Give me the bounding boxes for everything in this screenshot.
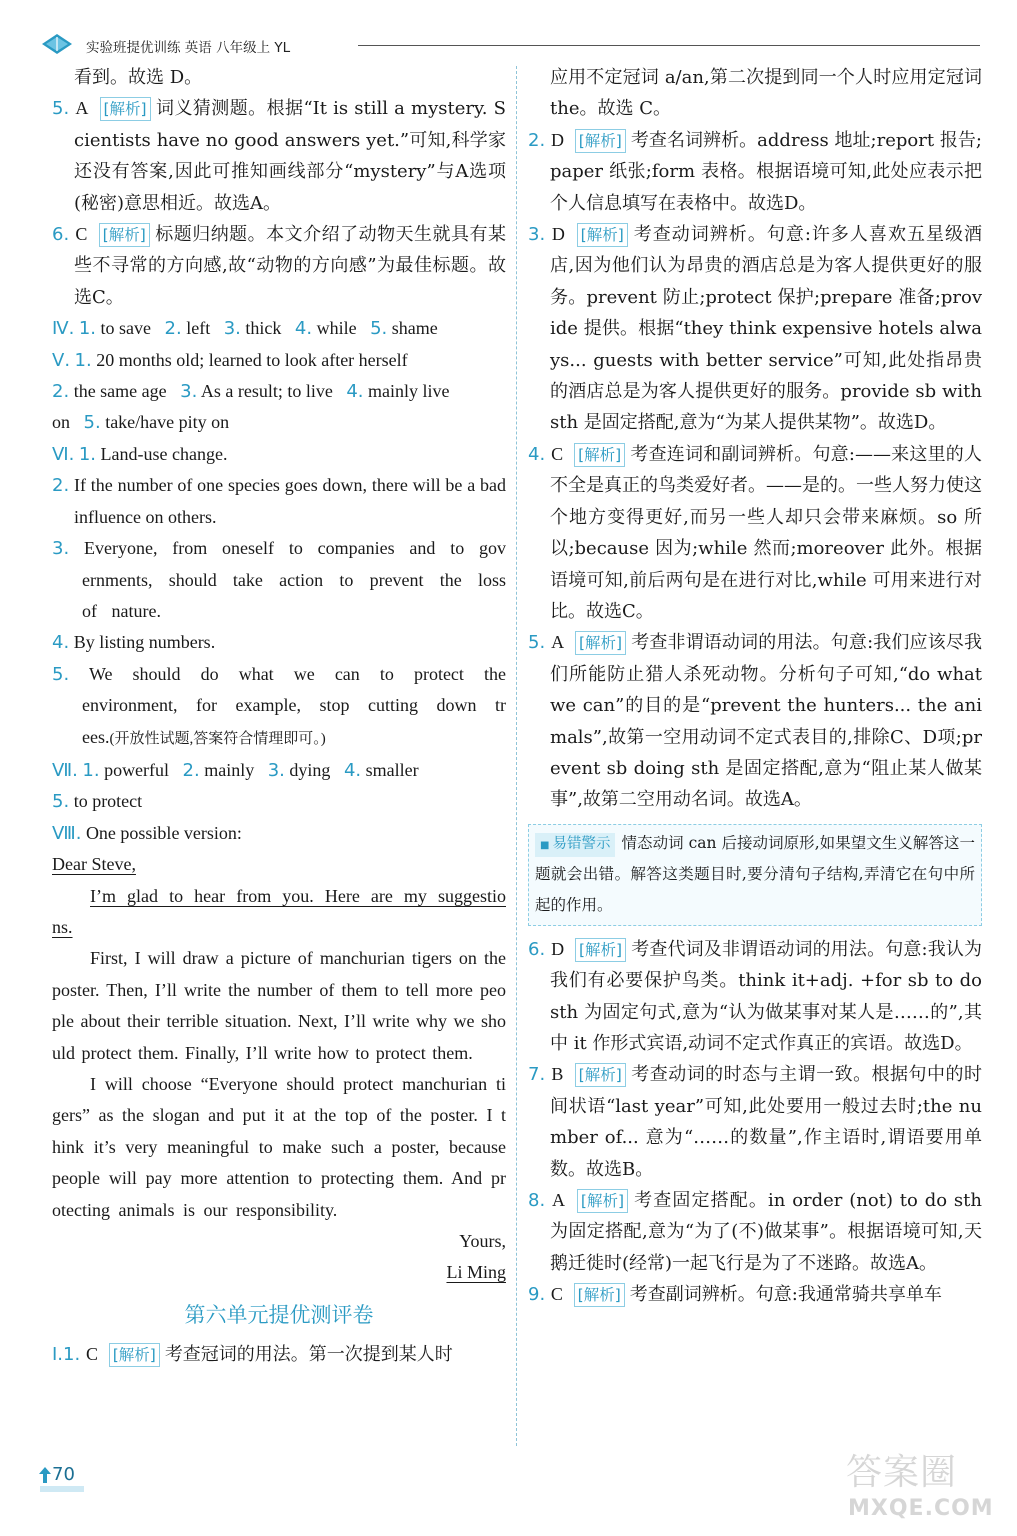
item-number: 5. bbox=[370, 318, 388, 340]
section-vii bbox=[52, 755, 506, 786]
item-answer: We should do what we can to protect the environment, for example, stop cutting down trees. bbox=[82, 663, 506, 747]
item-answer: If the number of one species goes down, there will be a bad influence on others. bbox=[74, 475, 506, 527]
analysis-tag: [解析] bbox=[575, 938, 626, 962]
section-viii bbox=[52, 818, 506, 849]
answer-6 bbox=[528, 934, 982, 1060]
item-answer: shame bbox=[391, 318, 438, 339]
answer-number: 5. bbox=[528, 632, 546, 654]
item-answer: Everyone, from oneself to companies and to governments, should take action to prevent the loss of nature. bbox=[82, 538, 507, 621]
item-answer: powerful bbox=[104, 759, 170, 780]
analysis-tag: [解析] bbox=[99, 223, 150, 247]
book-logo-icon bbox=[40, 30, 74, 56]
answer-choice: C bbox=[75, 224, 88, 245]
answer-number: 7. bbox=[528, 1064, 546, 1086]
item-number: 5. bbox=[52, 791, 70, 813]
section-numeral: Ⅳ. bbox=[52, 318, 75, 340]
answer-6 bbox=[52, 219, 506, 313]
item-number: 1. bbox=[78, 443, 97, 465]
item-number: 2. bbox=[52, 381, 70, 403]
page-number bbox=[38, 1462, 84, 1490]
page-number-underline bbox=[40, 1486, 84, 1492]
section-v bbox=[52, 345, 506, 376]
answer-5 bbox=[52, 93, 506, 219]
letter-closing: Yours, bbox=[459, 1231, 506, 1252]
item-answer: As a result; to live bbox=[200, 381, 333, 402]
item-number: 2. bbox=[52, 475, 70, 497]
answer-choice: D bbox=[551, 938, 565, 959]
item-answer: thick bbox=[245, 318, 282, 339]
paragraph-text: I’m glad to hear from you. Here are my suggestions. bbox=[52, 885, 506, 937]
answer-number: 1. bbox=[63, 1343, 81, 1365]
answer-choice: D bbox=[551, 224, 565, 245]
signature-text: Li Ming bbox=[446, 1262, 506, 1283]
item-number: 1. bbox=[74, 349, 92, 371]
item-number: 4. bbox=[346, 381, 364, 403]
item-answer: dying bbox=[289, 759, 331, 780]
item-number: 3. bbox=[267, 759, 285, 781]
answer-choice: C bbox=[551, 443, 564, 464]
analysis-text: 考查固定搭配。in order (not) to do sth 为固定搭配,意为“为了(不)做某事”。根据语境可知,天鹅迁徙时(经常)一起飞行是为了不迷路。故选A。 bbox=[550, 1190, 982, 1274]
page-number-text: 70 bbox=[52, 1464, 75, 1485]
item-number: 4. bbox=[343, 759, 362, 781]
continued-text: 应用不定冠词 a/an,第二次提到同一个人时应用定冠词 the。故选 C。 bbox=[550, 67, 982, 120]
analysis-tag: [解析] bbox=[109, 1343, 160, 1367]
item-number: 4. bbox=[52, 632, 70, 654]
section-iv bbox=[52, 313, 506, 344]
analysis-tag: [解析] bbox=[574, 443, 625, 467]
answer-5 bbox=[528, 627, 982, 815]
item-number: 3. bbox=[223, 318, 241, 340]
answer-3 bbox=[528, 219, 982, 439]
answer-i-1 bbox=[52, 1339, 506, 1370]
section-numeral: Ⅷ. bbox=[52, 822, 82, 844]
unit-test-title: 第六单元提优测评卷 bbox=[184, 1302, 374, 1327]
answer-2 bbox=[528, 125, 982, 219]
answer-choice: C bbox=[85, 1343, 98, 1364]
answer-number: 5. bbox=[52, 98, 70, 120]
analysis-tag: [解析] bbox=[574, 1283, 625, 1307]
answer-number: 8. bbox=[528, 1190, 546, 1211]
item-number: 5. bbox=[83, 412, 101, 434]
answer-choice: D bbox=[550, 129, 564, 150]
letter-para-3: I will choose “Everyone should protect manchurian tigers” as the slogan and put it at the top of the poster. I think it’s very meaningful to make such a poster, because people will pay more attention to protecting them. And protecting animals is our responsibility. bbox=[52, 1074, 506, 1220]
item-answer: mainly bbox=[204, 759, 255, 780]
analysis-text: 标题归纳题。本文介绍了动物天生就具有某些不寻常的方向感,故“动物的方向感”为最佳标题。故选C。 bbox=[74, 224, 506, 308]
item-answer: to save bbox=[100, 318, 152, 339]
analysis-text: 词义猜测题。根据“It is still a mystery. Scientists have no good answers yet.”可知,科学家还没有答案,因此可推知画线部分“mystery”与A选项(秘密)意思相近。故选A。 bbox=[74, 98, 506, 214]
answer-choice: A bbox=[75, 98, 89, 119]
letter-para-1 bbox=[52, 881, 506, 944]
analysis-text: 考查代词及非谓语动词的用法。句意:我认为我们有必要保护鸟类。think it+adj. +for sb to do sth 为固定句式,意为“认为做某事对某人是……的”,其中 it 作形式宾语,动词不定式作真正的宾语。故选D。 bbox=[550, 938, 982, 1054]
item-note: (开放性试题,答案符合情理即可。) bbox=[109, 730, 326, 747]
answer-8 bbox=[528, 1185, 982, 1279]
item-number: 4. bbox=[294, 318, 313, 340]
greeting-text: Dear Steve, bbox=[52, 854, 136, 875]
answer-number: 6. bbox=[528, 938, 546, 960]
answer-choice: B bbox=[551, 1064, 564, 1085]
section-vi-1 bbox=[52, 439, 506, 470]
section-numeral: Ⅴ. bbox=[52, 349, 71, 371]
answer-number: 3. bbox=[528, 224, 546, 246]
item-answer: on bbox=[52, 412, 70, 433]
item-answer: By listing numbers. bbox=[73, 632, 216, 653]
analysis-tag: [解析] bbox=[577, 223, 628, 247]
item-answer: smaller bbox=[365, 759, 419, 780]
section-v-cont bbox=[52, 376, 506, 407]
section-vi-2 bbox=[52, 470, 506, 533]
section-intro: One possible version: bbox=[85, 822, 242, 843]
letter-para-2: First, I will draw a picture of manchurian tigers on the poster. Then, I’ll write the number of them to tell more people about their terrible situation. Next, I’ll write why we should protect them. Finally, I’ll write how to protect them. bbox=[52, 948, 506, 1063]
answer-9 bbox=[528, 1279, 982, 1310]
letter-greeting bbox=[52, 849, 506, 880]
item-number: 5. bbox=[52, 663, 70, 685]
section-vi-3 bbox=[52, 533, 506, 627]
answer-number: 2. bbox=[528, 129, 546, 151]
answer-choice: A bbox=[552, 1190, 566, 1210]
letter-signature bbox=[52, 1257, 506, 1288]
answer-choice: A bbox=[551, 632, 565, 653]
item-answer: left bbox=[186, 318, 211, 339]
answer-choice: C bbox=[550, 1284, 563, 1305]
analysis-tag: [解析] bbox=[575, 1063, 626, 1087]
header-title: 实验班提优训练 英语 八年级上 YL bbox=[86, 40, 291, 56]
section-vii-cont bbox=[52, 786, 506, 817]
watermark-logo-text: 答案圈 bbox=[846, 1452, 958, 1493]
error-warning-box bbox=[528, 824, 982, 926]
analysis-tag: [解析] bbox=[577, 1189, 628, 1213]
left-column bbox=[52, 62, 506, 1370]
answer-number: 4. bbox=[528, 443, 546, 465]
section-numeral: Ⅶ. bbox=[52, 759, 78, 781]
analysis-tag: [解析] bbox=[575, 129, 626, 153]
section-vi-5 bbox=[52, 659, 506, 755]
item-answer: Land-use change. bbox=[100, 443, 228, 464]
item-number: 1. bbox=[82, 759, 100, 781]
item-number: 3. bbox=[52, 538, 70, 560]
analysis-text: 考查非谓语动词的用法。句意:我们应该尽我们所能防止猎人杀死动物。分析句子可知,“do what we can”的目的是“prevent the hunters... the animals”,故第一空用动词不定式表目的,排除C、D项;prevent sb doing sth 是固定搭配,意为“阻止某人做某事”,故第二空用动名词。故选A。 bbox=[550, 632, 982, 811]
page-header bbox=[40, 30, 980, 60]
header-rule bbox=[358, 45, 980, 46]
column-divider bbox=[516, 66, 517, 1446]
item-number: 3. bbox=[180, 381, 198, 403]
item-answer: while bbox=[316, 318, 357, 339]
section-vi-4 bbox=[52, 627, 506, 658]
section-numeral: Ⅵ. bbox=[52, 443, 75, 465]
item-answer: 20 months old; learned to look after herself bbox=[96, 349, 408, 370]
continued-text: 看到。故选 D。 bbox=[74, 67, 203, 88]
analysis-text: 考查动词辨析。句意:许多人喜欢五星级酒店,因为他们认为昂贵的酒店总是为客人提供更好的服务。prevent 防止;protect 保护;prepare 准备;provide 提供。根据“they think expensive hotels always... guests with better service”可知,此处指昂贵的酒店总是为客人提供更好的服务。provide sb with sth 是固定搭配,意为“为某人提供某物”。故选D。 bbox=[550, 224, 982, 434]
site-watermark bbox=[842, 1444, 1002, 1528]
item-answer: to protect bbox=[73, 791, 143, 812]
watermark-url-text: MXQE.COM bbox=[848, 1496, 994, 1521]
analysis-text: 考查副词辨析。句意:我通常骑共享单车 bbox=[629, 1284, 942, 1306]
analysis-text: 考查冠词的用法。第一次提到某人时 bbox=[164, 1343, 453, 1365]
analysis-text: 考查连词和副词辨析。句意:——来这里的人不全是真正的鸟类爱好者。——是的。一些人努力使这个地方变得更好,而另一些人却只会带来麻烦。so 所以;because 因为;while 然而;moreover 此外。根据语境可知,前后两句是在进行对比,while 可用来进行对比。故选C。 bbox=[550, 443, 982, 622]
up-arrow-icon bbox=[38, 1466, 52, 1484]
right-column bbox=[528, 62, 982, 1311]
analysis-tag: [解析] bbox=[100, 97, 151, 121]
error-warning-text: 情态动词 can 后接动词原形,如果望文生义解答这一题就会出错。解答这类题目时,要分清句子结构,弄清它在句中所起的作用。 bbox=[535, 833, 975, 914]
item-number: 2. bbox=[182, 759, 200, 781]
answer-4 bbox=[528, 439, 982, 627]
analysis-text: 考查动词的时态与主谓一致。根据句中的时间状语“last year”可知,此处要用一般过去时;the number of... 意为“……的数量”,作主语时,谓语要用单数。故选B。 bbox=[550, 1064, 982, 1180]
item-answer: the same age bbox=[73, 381, 167, 402]
answer-7 bbox=[528, 1059, 982, 1185]
item-number: 2. bbox=[164, 318, 182, 340]
error-warning-tag: ■ 易错警示 bbox=[535, 833, 615, 857]
answer-number: 9. bbox=[528, 1284, 546, 1306]
section-v-cont2 bbox=[52, 407, 506, 438]
answer-number: 6. bbox=[52, 224, 70, 246]
item-answer: mainly live bbox=[368, 381, 450, 402]
item-number: 1. bbox=[78, 318, 97, 340]
analysis-text: 考查名词辨析。address 地址;report 报告;paper 纸张;form 表格。根据语境可知,此处应表示把个人信息填写在表格中。故选D。 bbox=[550, 129, 982, 214]
item-answer: take/have pity on bbox=[105, 412, 230, 433]
analysis-tag: [解析] bbox=[575, 631, 626, 655]
section-numeral: Ⅰ. bbox=[52, 1343, 64, 1365]
